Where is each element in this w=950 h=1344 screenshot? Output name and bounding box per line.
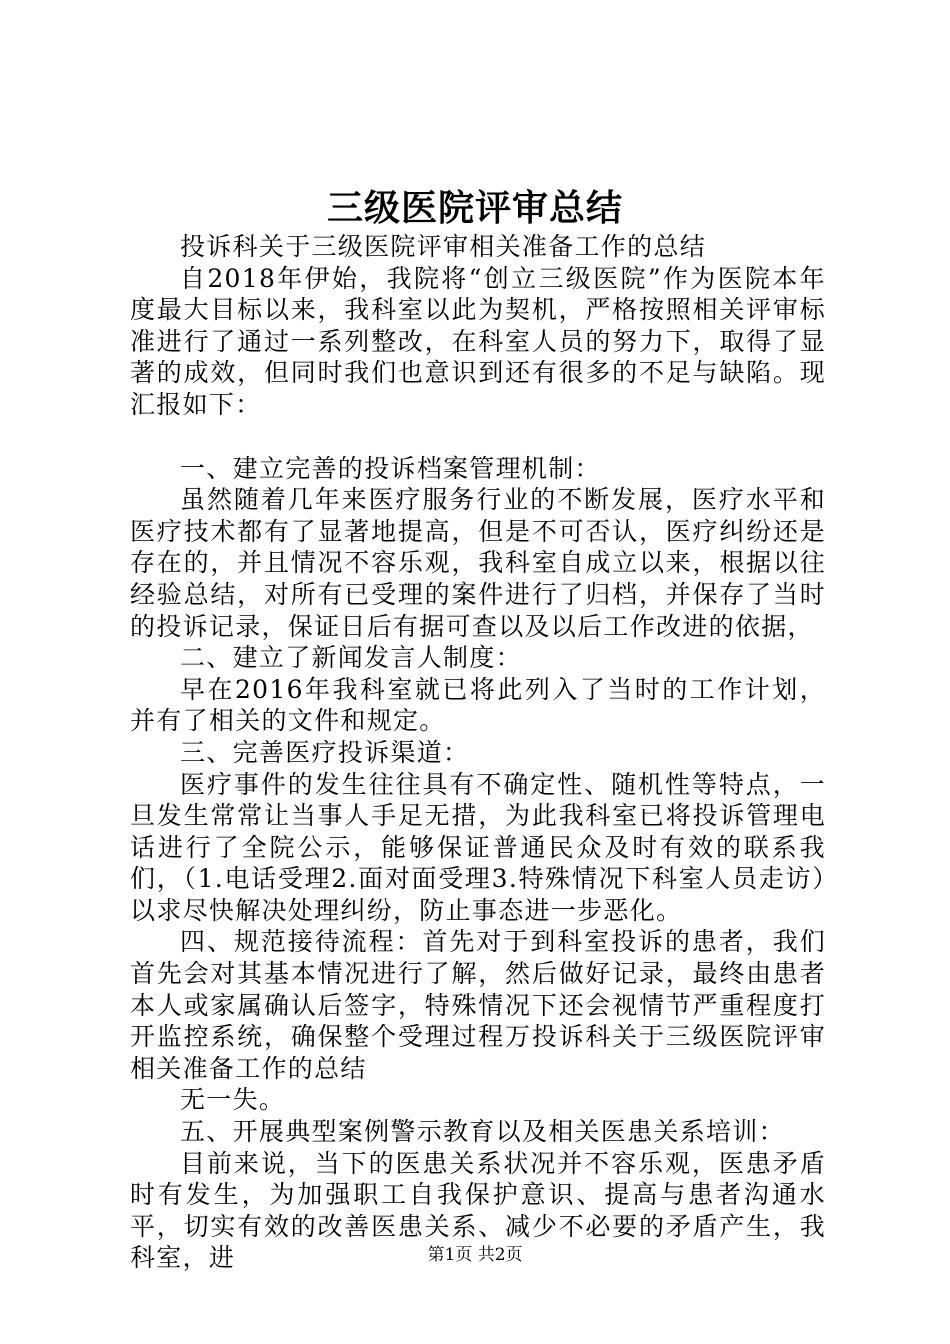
section-heading-1: 一、建立完善的投诉档案管理机制： (180, 453, 601, 483)
section-heading-2: 二、建立了新闻发言人制度： (180, 643, 522, 673)
page-number-footer: 第1页 共2页 (427, 1245, 523, 1265)
paragraph-intro: 自2018年伊始，我院将“创立三级医院”作为医院本年度最大目标以来，我科室以此为契机，严格按照相关评审标准进行了通过一系列整改，在科室人员的努力下，取得了显著的成效，但同时我们也意识到还有很多的不足与缺陷。现汇报如下： (130, 263, 826, 419)
document-body (130, 231, 826, 1274)
paragraph-continuation: 无一失。 (180, 1085, 286, 1115)
paragraph-section-1: 虽然随着几年来医疗服务行业的不断发展，医疗水平和医疗技术都有了显著地提高，但是不可否认，医疗纠纷还是存在的，并且情况不容乐观，我科室自成立以来，根据以往经验总结，对所有已受理的案件进行了归档，并保存了当时的投诉记录，保证日后有据可查以及以后工作改进的依据， (130, 485, 826, 641)
section-heading-5: 五、开展典型案例警示教育以及相关医患关系培训： (180, 1117, 785, 1147)
paragraph-section-2: 早在2016年我科室就已将此列入了当时的工作计划，并有了相关的文件和规定。 (130, 674, 826, 736)
section-heading-3: 三、完善医疗投诉渠道： (180, 737, 470, 767)
paragraph-section-5: 目前来说，当下的医患关系状况并不容乐观，医患矛盾时有发生，为加强职工自我保护意识、提高与患者沟通水平，切实有效的改善医患关系、减少不必要的矛盾产生，我科室，进 (130, 1148, 826, 1273)
document-title: 三级医院评审总结 (326, 187, 623, 229)
paragraph-subtitle: 投诉科关于三级医院评审相关准备工作的总结 (180, 232, 707, 261)
paragraph-section-3: 医疗事件的发生往往具有不确定性、随机性等特点，一旦发生常常让当事人手足无措，为此我科室已将投诉管理电话进行了全院公示，能够保证普通民众及时有效的联系我们，（1.电话受理2.面对面受理3.特殊情况下科室人员走访）以求尽快解决处理纠纷，防止事态进一步恶化。 (130, 769, 826, 925)
paragraph-spacer (130, 421, 826, 453)
paragraph-section-4: 四、规范接待流程：首先对于到科室投诉的患者，我们首先会对其基本情况进行了解，然后做好记录，最终由患者本人或家属确认后签字，特殊情况下还会视情节严重程度打开监控系统，确保整个受理过程万投诉科关于三级医院评审相关准备工作的总结 (130, 927, 826, 1083)
